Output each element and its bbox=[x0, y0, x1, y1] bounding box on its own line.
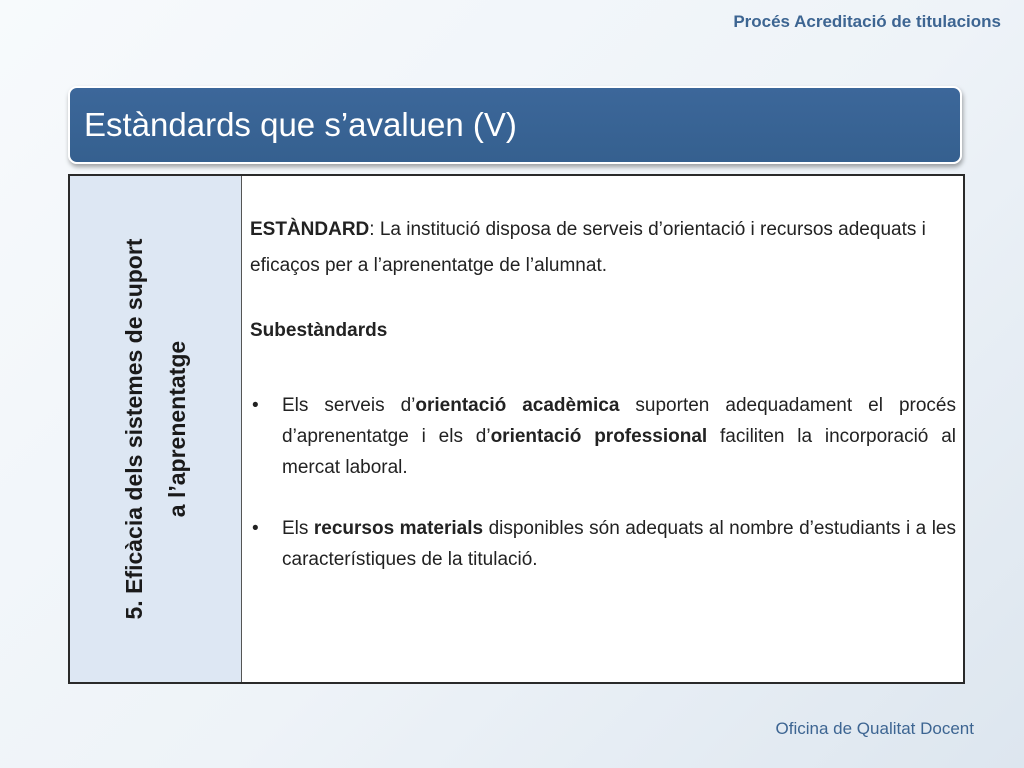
bullet-marker: • bbox=[252, 395, 259, 416]
standard-label: ESTÀNDARD bbox=[250, 219, 370, 240]
category-label bbox=[113, 189, 199, 669]
header-title: Procés Acreditació de titulacions bbox=[733, 12, 1001, 31]
substandards-heading: Subestàndards bbox=[250, 320, 388, 341]
footer-office-name: Oficina de Qualitat Docent bbox=[775, 719, 974, 738]
bullet-1-bold-2: orientació professional bbox=[490, 426, 708, 447]
standard-paragraph bbox=[250, 212, 956, 284]
bullet-item-orientation bbox=[250, 390, 956, 483]
bullet-1-part-2: suporten adequadament el procés d’aprenentatge i els d’ bbox=[282, 395, 956, 447]
bullet-text bbox=[282, 513, 956, 575]
title-banner bbox=[68, 86, 962, 164]
bullet-text bbox=[282, 390, 956, 483]
bullet-2-bold-1: recursos materials bbox=[313, 518, 484, 539]
bullet-2-part-2: disponibles són adequats al nombre d’estudiants i a les característiques de la titulació. bbox=[282, 518, 956, 570]
bullet-1-part-3: faciliten la incorporació al mercat laboral. bbox=[282, 426, 956, 478]
bullet-1-bold-1: orientació acadèmica bbox=[415, 395, 620, 416]
standards-table bbox=[68, 174, 965, 684]
bullet-1-part-1: Els serveis d’ bbox=[282, 395, 416, 416]
standard-text: : La institució disposa de serveis d’orientació i recursos adequats i eficaços per a l’aprenentatge de l’alumnat. bbox=[250, 219, 926, 276]
slide-title: Estàndards que s’avaluen (V) bbox=[84, 106, 517, 143]
bullet-2-part-1: Els bbox=[282, 518, 314, 539]
category-label-line-2: a l’aprenentatge bbox=[163, 340, 190, 518]
description-cell bbox=[250, 176, 956, 682]
bullet-item-resources bbox=[250, 513, 956, 575]
category-label-line-1: 5. Eficàcia dels sistemes de suport bbox=[120, 238, 147, 620]
category-cell bbox=[70, 176, 242, 682]
bullet-marker: • bbox=[252, 518, 259, 539]
